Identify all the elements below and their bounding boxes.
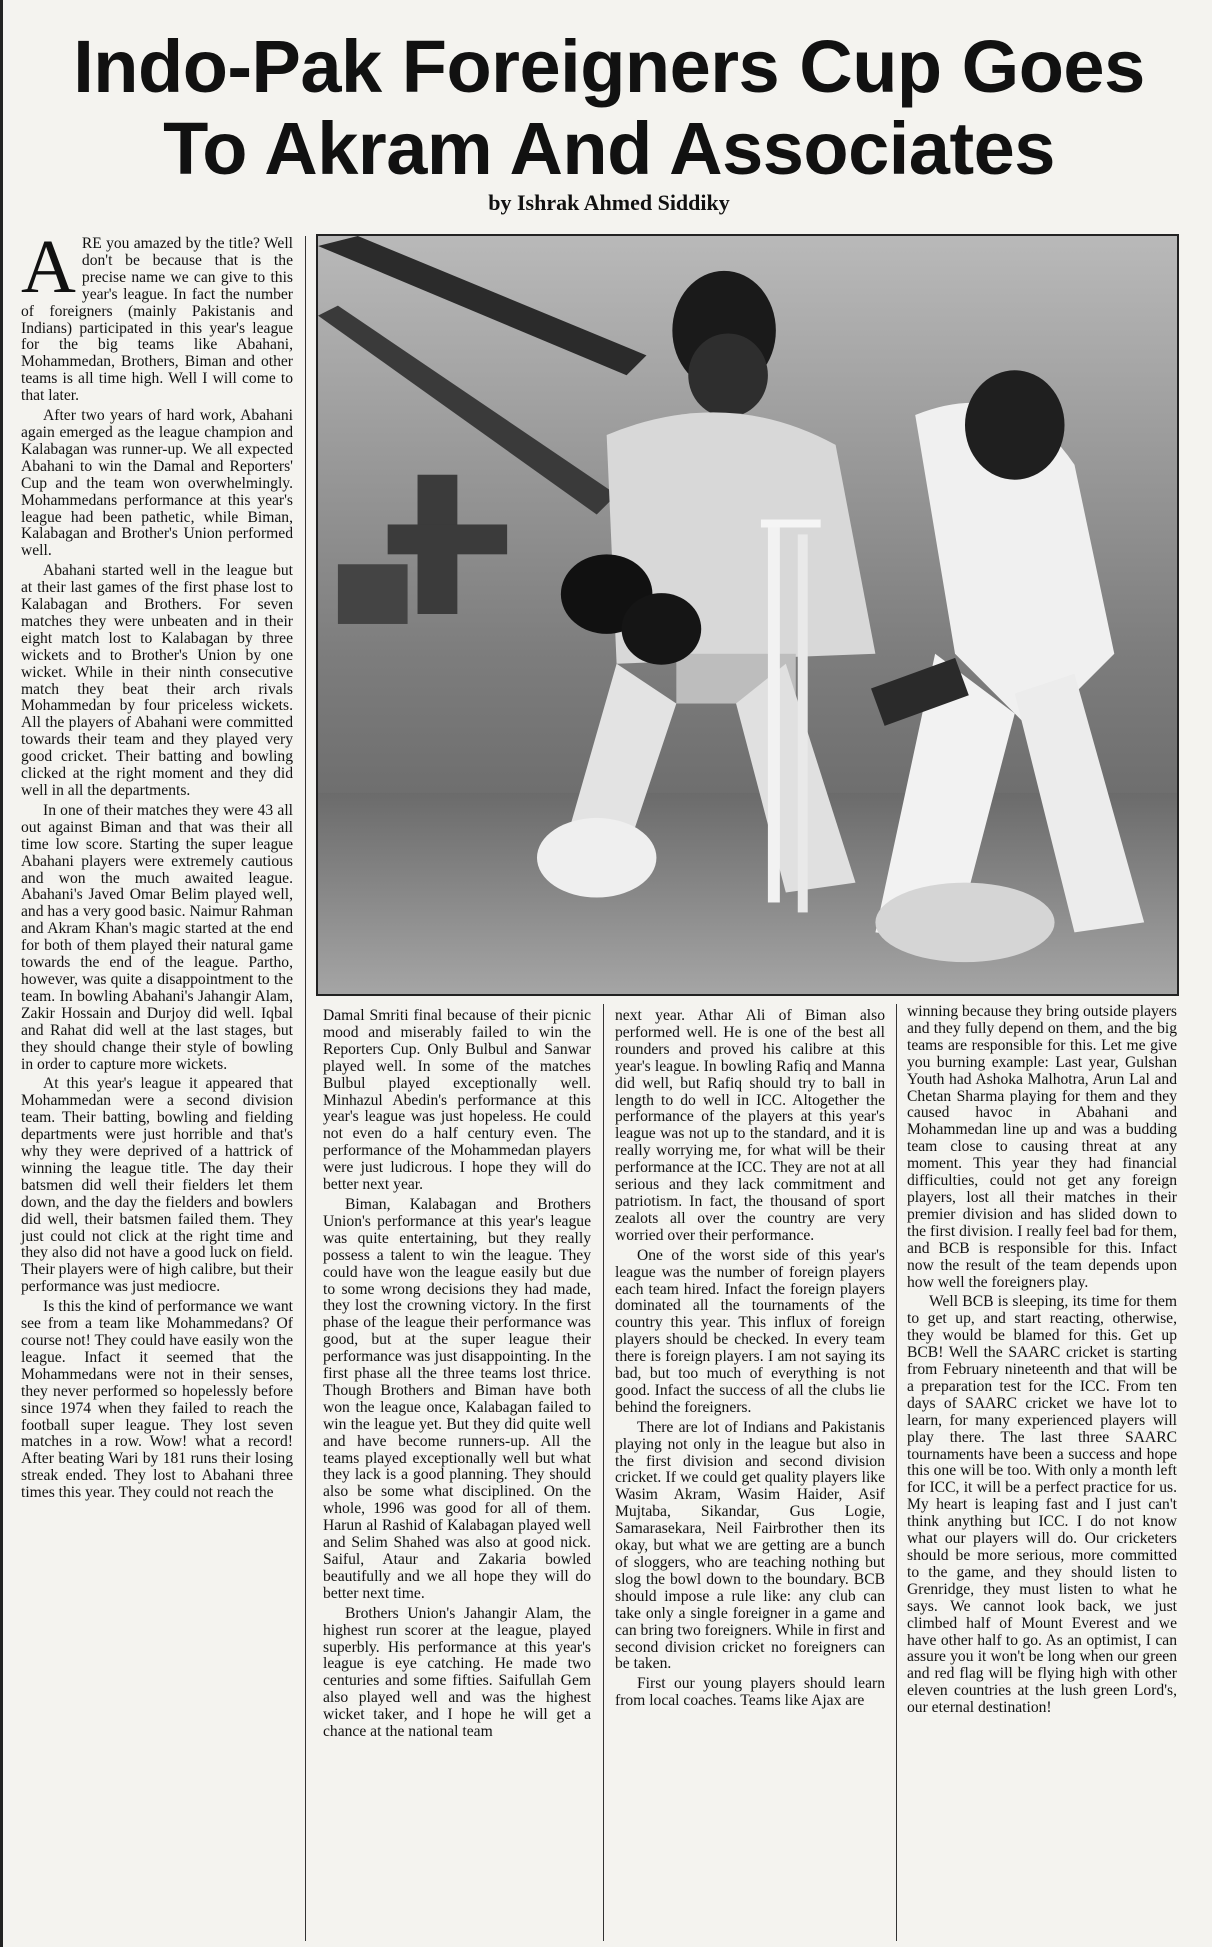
column-divider xyxy=(305,236,306,1941)
paragraph: At this year's league it appeared that Mohammedan were a second division team. Their batting, bowling and fielding departments were just horrible and that's why they were deprived of a hattrick of winning the league title. The day their batsmen did well their fielders let them down, and the day the fielders and bowlers did well, their batsmen failed them. They just could not click at the right time and they also did not have a good luck on field. Their players were of high calibre, but their performance was just mediocre. xyxy=(21,1075,293,1296)
paragraph: next year. Athar Ali of Biman also performed well. He is one of the best all rounders and proved his calibre at this year's league. In bowling Rafiq and Manna did well, but Rafiq should try to ball in length to do well in ICC. Altogether the performance of the players at this year's league was not up to the standard, and it is really worrying me, for what will be their performance at the ICC. They are not at all serious and they lack commitment and patriotism. In fact, the thousand of sport zealots all over the country are very worried over their performance. xyxy=(615,1007,885,1244)
article-column-4 xyxy=(907,1004,1177,1944)
paragraph: First our young players should learn from local coaches. Teams like Ajax are xyxy=(615,1675,885,1710)
article-column-3 xyxy=(615,1008,885,1944)
paragraph: winning because they bring outside players and they fully depend on them, and the big teams are responsible for this. Let me give you burning example: Last year, Gulshan Youth had Ashoka Malhotra, Arun Lal and Chetan Sharma playing for them and they caused havoc in Abahani and Mohammedan line up and was a budding team close to causing threat at any moment. This year they had financial difficulties, could not get any foreign players, lost all their matches in their premier division and has slided down to the first division. I really feel bad for them, and BCB is responsible for this. Infact now the result of the team depends upon how well the foreigners play. xyxy=(907,1003,1177,1291)
paragraph: In one of their matches they were 43 all out against Biman and that was their all time low score. Starting the super league Abahani players were extremely cautious and won the much awaited league. Abahani's Javed Omar Belim played well, and has a very good basic. Naimur Rahman and Akram Khan's magic started at the end for both of them played their natural game towards the end of the league. Partho, however, was quite a disappointment to the team. In bowling Abahani's Jahangir Alam, Zakir Hossain and Durjoy did well. Iqbal and Rahat did well at the last stages, but they should change their style of bowling in order to capture more wickets. xyxy=(21,801,293,1073)
photo-illustration xyxy=(318,236,1177,994)
paragraph: Damal Smriti final because of their picnic mood and miserably failed to win the Reporters Cup. Only Bulbul and Sanwar played well. In some of the matches Bulbul played exceptionally well. Minhazul Abedin's performance at this year's league was just hopeless. He could not even do a half century even. The performance of the Mohammedan players were just ludicrous. I hope they will do better next year. xyxy=(323,1007,591,1194)
paragraph: One of the worst side of this year's league was the number of foreign players each team hired. Infact the foreign players dominated all the tournaments of the country this year. This influx of foreign players should be checked. In every team there is foreign players. I am not saying its bad, but too much of everything is not good. Infact the success of all the clubs lie behind the foreigners. xyxy=(615,1246,885,1416)
column-divider xyxy=(603,1004,604,1941)
paragraph: After two years of hard work, Abahani again emerged as the league champion and Kalabagan was runner-up. We all expected Abahani to win the Damal and Reporters' Cup and the team won overwhelmingly. Mohammedans performance at this year's league had been pathetic, while Biman, Kalabagan and Brother's Union performed well. xyxy=(21,407,293,560)
paragraph xyxy=(21,225,293,405)
headline xyxy=(3,26,1212,190)
paragraph: Well BCB is sleeping, its time for them to get up, and start reacting, otherwise, they would be blamed for this. Get up BCB! Well the SAARC cricket is starting from February nineteenth and that will be a preparation test for the ICC. From ten days of SAARC cricket we have lot to learn, for many experienced players will play there. The last three SAARC tournaments have been a success and hope this one will be too. With only a month left for ICC, it will be a perfect practice for us. My heart is leaping fast and I just can't think anything but ICC. I do not know what our players will do. Our cricketers should be more serious, more committed to the game, and they should listen to Grenridge, they must listen to what he says. We cannot look back, we just climbed half of Mount Everest and we have other half to go. As an optimist, I can assure you it won't be long when our green and red flag will be flying high with other eleven countries at the lush green Lord's, our eternal destination! xyxy=(907,1293,1177,1717)
paragraph: There are lot of Indians and Pakistanis playing not only in the league but also in the first division and second division cricket. If we could get quality players like Wasim Akram, Wasim Haider, Asif Mujtaba, Sikandar, Gus Logie, Samarasekara, Neil Fairbrother then its okay, but what we are getting are a bunch of sloggers, who are teaching nothing but slog the bowl down to the boundary. BCB should impose a rule like: any club can take only a single foreigner in a game and can bring two foreigners. While in first and second division cricket no foreigners can be taken. xyxy=(615,1418,885,1673)
headline-line-2: To Akram And Associates xyxy=(163,107,1055,190)
paragraph: Brothers Union's Jahangir Alam, the highest run scorer at the league, played superbly. His performance at this year's league is eye catching. He made two centuries and some fifties. Saifullah Gem also played well and was the highest wicket taker, and I hope he will get a chance at the national team xyxy=(323,1604,591,1741)
drop-cap: A xyxy=(21,225,76,309)
cricket-wicketkeeper-photo xyxy=(316,234,1179,996)
article-column-2 xyxy=(323,1008,591,1944)
article-column-1 xyxy=(21,225,293,1944)
headline-line-1: Indo-Pak Foreigners Cup Goes xyxy=(73,25,1145,108)
paragraph: Abahani started well in the league but at their last games of the first phase lost to Kalabagan and Brothers. For seven matches they were unbeaten and in their eight match lost to Kalabagan by three wickets and to Brother's Union by one wicket. While in their ninth consecutive match they beat their arch rivals Mohammedan by four priceless wickets. All the players of Abahani were committed towards their team and they played very good cricket. Their batting and bowling clicked at the right moment and they did well in all the departments. xyxy=(21,562,293,799)
paragraph: Is this the kind of performance we want see from a team like Mohammedans? Of course not! They could have easily won the league. Infact it seemed that the Mohammedans were not in their senses, they never performed so hopelessly before since 1974 when they failed to reach the football super league. They lost seven matches in a row. Wow! what a record! After beating Wari by 181 runs their losing streak ended. They lost to Abahani three times this year. They could not reach the xyxy=(21,1298,293,1502)
byline: by Ishrak Ahmed Siddiky xyxy=(488,190,730,215)
column-divider xyxy=(896,1004,897,1941)
paragraph: Biman, Kalabagan and Brothers Union's performance at this year's league was quite entertaining, but they really possess a talent to win the league. They could have won the league easily but due to some wrong decisions they had made, they lost the crowning victory. In the first phase of the league their performance was good, but at the super league their performance was just disappointing. In the first phase all the three teams lost thrice. Though Brothers and Biman have both won the league once, Kalabagan failed to win the league yet. But they did quite well and have become runners-up. All the teams played exceptionally well but what they lack is a good planning. They should also be some what disciplined. On the whole, 1996 was good for all of them. Harun al Rashid of Kalabagan played well and Selim Shahed was also at good nick. Saiful, Ataur and Zakaria bowled beautifully and we all hope they will do better next time. xyxy=(323,1195,591,1602)
paragraph-text: RE you amazed by the title? Well don't be because that is the precise name we can give to this year's league. In fact the number of foreigners (mainly Pakistanis and Indians) participated in this year's league for the big teams like Abahani, Mohammedan, Brothers, Biman and other teams is all time high. Well I will come to that later. xyxy=(21,235,293,405)
